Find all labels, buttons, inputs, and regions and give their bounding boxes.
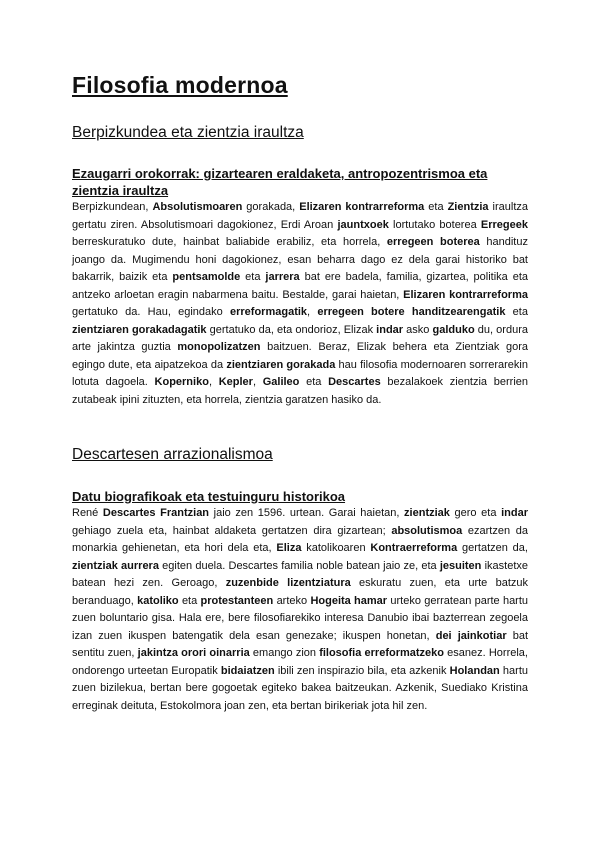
bold-term: zientziak — [404, 507, 450, 519]
text-run: , — [307, 306, 318, 318]
text-run: jaio zen 1596. urtean. Garai haietan, — [209, 507, 405, 519]
text-run: arteko — [273, 594, 311, 607]
bold-term: absolutismoa — [391, 524, 463, 537]
text-run: gertatzen da, — [457, 542, 528, 554]
text-run: berreskuratuko dute, hainbat baliabide erabiliz, eta horrela, — [72, 236, 387, 248]
bold-term: Galileo — [262, 376, 300, 388]
section-berpizkundea — [72, 124, 528, 142]
document-title: Filosofia modernoa — [72, 72, 288, 98]
bold-term: Eliza — [276, 542, 302, 554]
text-run: eta — [505, 306, 528, 318]
text-run: eskuratu zuen, eta urte batzuk beranduago, — [72, 577, 528, 607]
text-run: emango zion — [249, 647, 320, 659]
text-run: gertatuko da, eta ondorioz, Elizak — [206, 323, 377, 336]
text-run: , — [252, 376, 263, 388]
bold-term: protestanteen — [200, 594, 274, 607]
bold-term: Zientzia — [447, 201, 489, 213]
subsection-datu-biografikoak — [72, 488, 528, 715]
subsection-heading: Ezaugarri orokorrak: gizartearen eraldaketa, antropozentrismoa eta zientzia iraultza — [72, 166, 488, 198]
subsection-ezaugarri — [72, 165, 528, 409]
text-run: hartu zuen bizilekua, bertan bere gogoetak egiteko bakea baitzeukan. Azkenik, Suediako Kristina erreginak deituta, Estokolmora joan zen, eta bertan birikeriak jota hil zen. — [72, 664, 528, 712]
bold-term: monopolizatzen — [177, 341, 261, 353]
body-paragraph — [72, 199, 528, 409]
text-run: eta — [299, 376, 329, 388]
bold-term: Holandan — [449, 664, 500, 677]
bold-term: Kontraerreforma — [370, 542, 458, 554]
bold-term: dei jainkotiar — [435, 629, 507, 642]
bold-term: zientziak aurrera — [72, 559, 159, 572]
text-run: bezalakoek zientzia berrien zutabeak ipini zituzten, eta horrela, zientzia garatzen hasiko da. — [72, 376, 528, 406]
text-run: bat sentitu zuen, — [72, 629, 529, 659]
bold-term: Absolutismoaren — [152, 201, 243, 213]
bold-term: katoliko — [137, 594, 179, 607]
bold-term: indar — [376, 323, 404, 336]
text-run: baitzuen. Beraz, Elizak behera eta Zientziak gora egingo dute, eta aipatzekoa da — [72, 341, 528, 371]
text-run: René — [72, 507, 103, 519]
text-run: asko — [403, 323, 433, 336]
bold-term: erregeen botere handitzearengatik — [317, 306, 506, 318]
bold-term: Descartes Frantzian — [102, 507, 210, 519]
text-run: gorakada, — [242, 201, 300, 213]
bold-term: Descartes — [328, 376, 381, 388]
text-run: gero eta — [449, 507, 502, 519]
bold-term: indar — [501, 507, 528, 519]
bold-term: bidaiatzen — [220, 664, 275, 677]
subsection-heading: Datu biografikoak eta testuinguru historikoa — [72, 489, 346, 504]
bold-term: galduko — [432, 323, 475, 336]
bold-term: erreformagatik — [230, 306, 308, 318]
bold-term: zientziaren gorakada — [226, 358, 336, 371]
body-paragraph — [72, 505, 528, 715]
text-run: handituz joango da. Mugimendu honi dagokionez, esan beharra dago ez dela garai historiko bat bakarrik, baizik eta — [72, 236, 528, 283]
text-run: ezartzen da monarkia gehienetan, eta hori dela eta, — [72, 524, 528, 554]
bold-term: zuzenbide lizentziatura — [225, 577, 351, 589]
bold-term: pentsamolde — [172, 271, 241, 283]
text-run: hau filosofia modernoaren sorrerarekin lotuta dagoela. — [72, 358, 528, 388]
text-run: gertatuko da. Hau, egindako — [72, 306, 230, 318]
bold-term: jakintza orori oinarria — [137, 647, 250, 659]
bold-term: Hogeita hamar — [310, 594, 388, 607]
bold-term: Kepler — [218, 376, 253, 388]
text-run: ibili zen inspirazio bila, eta azkenik — [274, 664, 450, 677]
bold-term: jarrera — [265, 271, 300, 283]
text-run: lortutako boterea — [388, 218, 481, 231]
bold-term: erregeen boterea — [386, 236, 480, 248]
text-run: eta — [424, 201, 448, 213]
section-heading: Berpizkundea eta zientzia iraultza — [72, 124, 304, 141]
text-run: urteko gerratean parte hartu zuen boluntario gisa. Hala ere, bere filosofiarekiko interesa Danubio ibai bazterrean zegoela izan zuen ikuspen batengatik dela esan genezake; ikuspen honetan, — [72, 594, 529, 642]
bold-term: jauntxoek — [337, 218, 389, 231]
section-descartes — [72, 446, 528, 464]
bold-term: zientziaren gorakadagatik — [72, 323, 207, 336]
bold-term: filosofia erreformatzeko — [319, 647, 444, 659]
text-run: du, ordura arte jakintza guztia — [72, 323, 528, 353]
text-run: eta — [178, 594, 201, 607]
bold-term: Erregeek — [480, 218, 528, 231]
bold-term: Koperniko — [154, 376, 209, 388]
text-run: iraultza gertatu ziren. Absolutismoari dagokionez, Erdi Aroan — [72, 201, 528, 231]
bold-term: jesuiten — [439, 559, 482, 572]
text-run: katolikoaren — [301, 542, 371, 554]
text-run: egiten duela. Descartes familia noble batean jaio ze, eta — [158, 559, 440, 572]
bold-term: Elizaren kontrarreforma — [403, 288, 528, 301]
text-run: gehiago zuela eta, hainbat aldaketa gertatzen dira gizartean; — [72, 524, 392, 537]
text-run: , — [208, 376, 219, 388]
bold-term: Elizaren kontrarreforma — [299, 201, 425, 213]
text-run: esanez. Horrela, ondorengo urteetan Europatik — [72, 647, 528, 677]
text-run: eta — [240, 271, 266, 283]
text-run: ikastetxe batean hezi zen. Geroago, — [72, 559, 529, 589]
text-run: Berpizkundean, — [72, 201, 153, 213]
section-heading: Descartesen arrazionalismoa — [72, 446, 273, 463]
text-run: bat ere badela, familia, gizartea, politika eta antzeko arloetan eragin nabarmena baitu. Bestalde, garai haietan, — [72, 271, 529, 301]
